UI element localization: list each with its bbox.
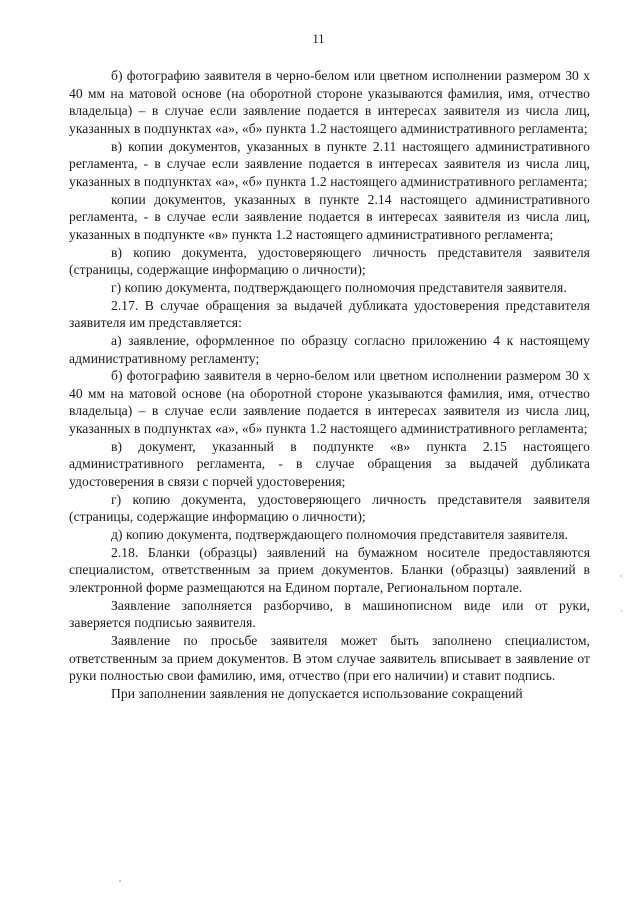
paragraph-no-abbreviations: При заполнении заявления не допускается использование сокращений xyxy=(111,685,523,701)
paragraph-damaged-certificate: в) документ, указанный в подпункте «в» пункта 2.15 настоящего административного регламента, - в случае обращения за выдачей дубликата удостоверения в связи с порчей удостоверения; xyxy=(69,438,590,490)
paragraph-copies-2-11: в) копии документов, указанных в пункте 2.11 настоящего административного регламента, - в случае если заявление подается в интересах заявителя из числа лиц, указанных в подпунктах «а», «б» пункта 1.2 настоящего административного регламента; xyxy=(69,138,590,189)
paragraph-section-2-18: 2.18. Бланки (образцы) заявлений на бумажном носителе предоставляются специалистом, ответственным за прием документов. Бланки (образцы) заявлений в электронной форме размещаются на Едином портале, Региональном портале. xyxy=(69,544,590,596)
scan-speck xyxy=(621,610,622,612)
paragraph-representative-id: в) копию документа, удостоверяющего личность представителя заявителя (страницы, содержащие информацию о личности); xyxy=(69,244,590,278)
paragraph-duplicate-authority: д) копию документа, подтверждающего полномочия представителя заявителя. xyxy=(111,527,569,543)
paragraph-duplicate-photo: б) фотографию заявителя в черно-белом или цветном исполнении размером 30 х 40 мм на матовой основе (на оборотной стороне указываются фамилия, имя, отчество владельца) – в случае если заявление подается в интересах заявителя из числа лиц, указанных в подпунктах «а», «б» пункта 1.2 настоящего административного регламента; xyxy=(69,368,590,437)
page-number: 11 xyxy=(312,32,325,46)
paragraph-representative-authority: г) копию документа, подтверждающего полномочия представителя заявителя. xyxy=(111,279,567,295)
paragraph-photo-requirement: б) фотографию заявителя в черно-белом или цветном исполнении размером 30 х 40 мм на матовой основе (на оборотной стороне указываются фамилия, имя, отчество владельца) – в случае если заявление подается в интересах заявителя из числа лиц, указанных в подпунктах «а», «б» пункта 1.2 настоящего административного регламента; xyxy=(69,68,590,136)
paragraph-application-form: а) заявление, оформленное по образцу согласно приложению 4 к настоящему административному регламенту; xyxy=(69,332,590,366)
paragraph-copies-2-14: копии документов, указанных в пункте 2.14 настоящего административного регламента, - в случае если заявление подается в интересах заявителя из числа лиц, указанных в подпункте «в» пункта 1.2 настоящего административного регламента; xyxy=(69,191,590,242)
scan-speck xyxy=(119,880,121,882)
paragraph-section-2-17: 2.17. В случае обращения за выдачей дубликата удостоверения представителя заявителя им представляется: xyxy=(69,297,590,331)
scan-speck xyxy=(620,575,622,577)
paragraph-specialist-filling: Заявление по просьбе заявителя может быть заполнено специалистом, ответственным за прием документов. В этом случае заявитель вписывает в заявление от руки полностью свои фамилию, имя, отчество (при его наличии) и ставит подпись. xyxy=(69,633,590,684)
paragraph-duplicate-representative-id: г) копию документа, удостоверяющего личность представителя заявителя (страницы, содержащие информацию о личности); xyxy=(69,491,590,525)
paragraph-legible-filling: Заявление заполняется разборчиво, в машинописном виде или от руки, заверяется подписью заявителя. xyxy=(69,597,590,631)
document-body xyxy=(69,67,590,703)
